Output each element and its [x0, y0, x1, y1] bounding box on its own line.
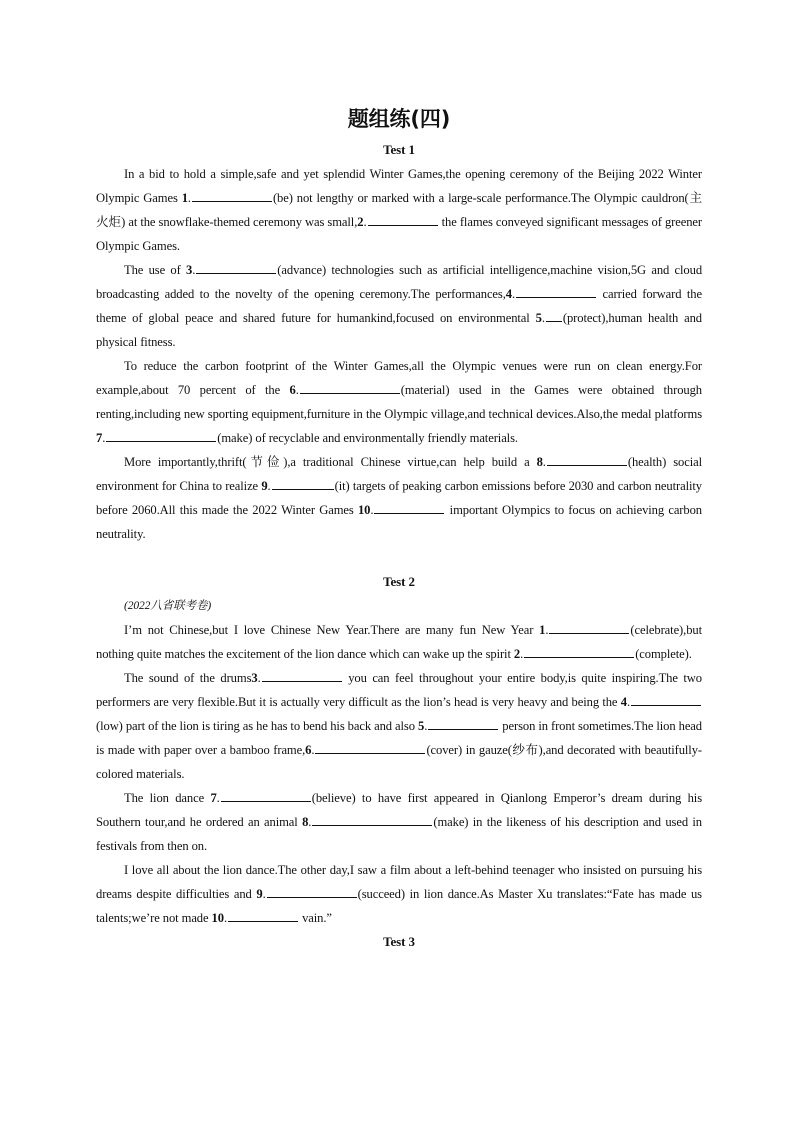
- text: (celebrate),but nothing quite matches the excitement of the lion dance which can wake up the spirit: [96, 623, 702, 661]
- question-number: 6: [289, 383, 296, 397]
- text: To reduce the carbon footprint of the Winter Games,all the Olympic venues were run on clean energy.For example,about 70 percent of the: [96, 359, 702, 397]
- text: The use of: [124, 263, 187, 277]
- source-note: (2022八省联考卷): [124, 600, 212, 612]
- question-number: 1: [539, 623, 546, 637]
- answer-blank-9[interactable]: [272, 475, 334, 490]
- text: (advance) technologies such as artificial intelligence,machine vision,5G and cloud broadcasting added to the novelty of the opening ceremony.The performances,: [96, 263, 703, 301]
- text: (be) not lengthy or marked with a large-scale performance.The Olympic cauldron(主火炬) at the snowflake-themed ceremony was small,: [96, 191, 702, 229]
- answer-blank-4[interactable]: [516, 283, 596, 298]
- question-number: 9: [256, 887, 263, 901]
- answer-blank-5[interactable]: [546, 307, 562, 322]
- section-spacer: [96, 546, 702, 570]
- test3-heading: Test 3: [383, 934, 415, 949]
- test1-paragraph-4: More importantly,thrift(节俭),a traditional Chinese virtue,can help build a 8. (health) social environment for China to realize 9. (it) targets of peaking carbon emissions before 2030 and carbon neutrality before 2060.All this made the 2022 Winter Games 10. important Olympics to focus on achieving carbon neutrality.: [96, 450, 702, 546]
- answer-blank-3[interactable]: [196, 259, 276, 274]
- text: vain.”: [299, 911, 332, 925]
- answer-blank-9[interactable]: [267, 883, 357, 898]
- question-number: 10: [211, 911, 224, 925]
- text: (protect),human health and physical fitness.: [96, 311, 703, 349]
- test2-paragraph-3: The lion dance 7. (believe) to have first appeared in Qianlong Emperor’s dream during his Southern tour,and he ordered an animal 8. (make) in the likeness of his description and used in festivals from then on.: [96, 786, 702, 858]
- question-number: 8: [536, 455, 543, 469]
- answer-blank-2[interactable]: [524, 643, 634, 658]
- text: (health) social environment for China to realize: [96, 455, 702, 493]
- question-number: 5: [417, 719, 425, 733]
- question-number: 2: [357, 215, 364, 229]
- answer-blank-4[interactable]: [631, 691, 701, 706]
- test1-paragraph-3: To reduce the carbon footprint of the Winter Games,all the Olympic venues were run on clean energy.For example,about 70 percent of the 6. (material) used in the Games were obtained through renting,including new sporting equipment,furniture in the Olympic village,and technical devices.Also,the medal platforms 7. (make) of recyclable and environmentally friendly materials.: [96, 359, 702, 445]
- answer-blank-1[interactable]: [192, 187, 272, 202]
- answer-blank-6[interactable]: [315, 739, 425, 754]
- answer-blank-7[interactable]: [221, 787, 311, 802]
- question-number: 7: [210, 791, 217, 805]
- test2-paragraph-1: I’m not Chinese,but I love Chinese New Year.There are many fun New Year 1. (celebrate),but nothing quite matches the excitement of the lion dance which can wake up the spirit 2. (complete).: [96, 618, 702, 666]
- text: I love all about the lion dance.The other day,I saw a film about a left-behind teenager who insisted on pursuing his dreams despite difficulties and: [96, 863, 702, 901]
- test1-heading: Test 1: [383, 142, 415, 157]
- answer-blank-3[interactable]: [262, 667, 342, 682]
- question-number: 2: [513, 647, 521, 661]
- question-number: 10: [357, 503, 371, 517]
- text: (it) targets of peaking carbon emissions before 2030 and carbon neutrality before 2060.All this made the 2022 Winter Games: [96, 479, 702, 517]
- answer-blank-10[interactable]: [228, 907, 298, 922]
- text: (low) part of the lion is tiring as he has to bend his back and also: [96, 719, 418, 733]
- answer-blank-8[interactable]: [312, 811, 432, 826]
- text: (cover) in gauze(纱布),and decorated with beautifully-colored materials.: [96, 743, 702, 781]
- text: In a bid to hold a simple,safe and yet splendid Winter Games,the opening ceremony of the Beijing 2022 Winter Olympic Games: [96, 167, 702, 205]
- text: (make) of recyclable and environmentally friendly materials.: [217, 431, 518, 445]
- text: important Olympics to focus on achieving carbon neutrality.: [96, 503, 702, 541]
- text: The sound of the drums: [124, 671, 252, 685]
- question-number: 1: [181, 191, 188, 205]
- answer-blank-1[interactable]: [549, 619, 629, 634]
- question-number: 4: [620, 695, 627, 709]
- test2-heading: Test 2: [383, 574, 415, 589]
- test1-paragraph-2: The use of 3. (advance) technologies such as artificial intelligence,machine vision,5G and cloud broadcasting added to the novelty of the opening ceremony.The performances,4. carried forward the theme of global peace and shared future for humankind,focused on environmental 5. (protect),human health and physical fitness.: [96, 258, 702, 354]
- text: The lion dance: [124, 791, 211, 805]
- question-number: 8: [302, 815, 309, 829]
- page-title: 题组练(四): [347, 107, 451, 131]
- question-number: 3: [251, 671, 258, 685]
- worksheet-page: [96, 104, 702, 954]
- text: the flames conveyed significant messages of greener Olympic Games.: [96, 215, 702, 253]
- text: you can feel throughout your entire body,is quite inspiring.The two performers are very flexible.But it is actually very difficult as the lion’s head is very heavy and being the: [96, 671, 702, 709]
- test1-paragraph-1: In a bid to hold a simple,safe and yet splendid Winter Games,the opening ceremony of the Beijing 2022 Winter Olympic Games 1. (be) not lengthy or marked with a large-scale performance.The Olympic cauldron(主火炬) at the snowflake-themed ceremony was small,2. the flames conveyed significant messages of greener Olympic Games.: [96, 167, 702, 253]
- text: (succeed) in lion dance.As Master Xu translates:“Fate has made us talents;we’re not made: [96, 887, 702, 925]
- answer-blank-7[interactable]: [106, 427, 216, 442]
- text: I’m not Chinese,but I love Chinese New Year.There are many fun New Year: [124, 623, 540, 637]
- text: More importantly,thrift(节俭),a traditional Chinese virtue,can help build a: [124, 455, 537, 469]
- question-number: 4: [505, 287, 512, 301]
- answer-blank-2[interactable]: [368, 211, 438, 226]
- text: carried forward the theme of global peace and shared future for humankind,focused on environmental: [96, 287, 702, 325]
- text: (make) in the likeness of his description and used in festivals from then on.: [96, 815, 702, 853]
- question-number: 7: [96, 431, 103, 445]
- text: person in front sometimes.The lion head is made with paper over a bamboo frame,: [96, 719, 702, 757]
- question-number: 9: [261, 479, 268, 493]
- question-number: 5: [535, 311, 542, 325]
- answer-blank-6[interactable]: [300, 379, 400, 394]
- text: (material) used in the Games were obtained through renting,including new sporting equipment,furniture in the Olympic village,and technical devices.Also,the medal platforms: [96, 383, 702, 421]
- test2-paragraph-2: The sound of the drums3. you can feel throughout your entire body,is quite inspiring.The two performers are very flexible.But it is actually very difficult as the lion’s head is very heavy and being the 4.(low) part of the lion is tiring as he has to bend his back and also 5. person in front sometimes.The lion head is made with paper over a bamboo frame,6. (cover) in gauze(纱布),and decorated with beautifully-colored materials.: [96, 666, 702, 786]
- text: (complete).: [635, 647, 692, 661]
- answer-blank-8[interactable]: [547, 451, 627, 466]
- question-number: 3: [186, 263, 193, 277]
- question-number: 6: [305, 743, 312, 757]
- answer-blank-5[interactable]: [428, 715, 498, 730]
- text: (believe) to have first appeared in Qianlong Emperor’s dream during his Southern tour,and he ordered an animal: [96, 791, 702, 829]
- answer-blank-10[interactable]: [374, 499, 444, 514]
- test2-paragraph-4: I love all about the lion dance.The other day,I saw a film about a left-behind teenager who insisted on pursuing his dreams despite difficulties and 9. (succeed) in lion dance.As Master Xu translates:“Fate has made us talents;we’re not made 10. vain.”: [96, 863, 702, 925]
